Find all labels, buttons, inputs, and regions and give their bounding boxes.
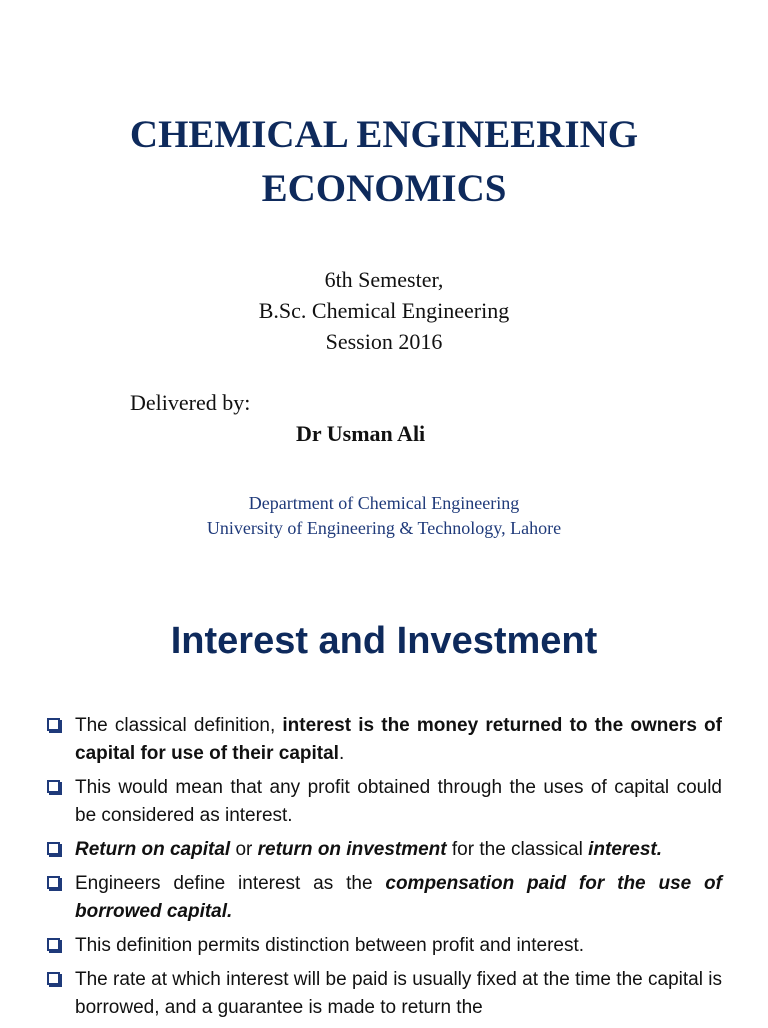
university-name: University of Engineering & Technology, Lahore: [206, 518, 562, 538]
hollow-square-bullet-icon: [47, 938, 60, 951]
slide-title: Interest and Investment: [170, 620, 598, 662]
course-title-line2: ECONOMICS: [261, 167, 507, 210]
delivered-by-label: Delivered by:: [130, 390, 251, 415]
list-item: This would mean that any profit obtained through the uses of capital could be considered as interest.: [46, 774, 722, 830]
list-item: The classical definition, interest is the money returned to the owners of capital for use of their capital.: [46, 712, 722, 768]
hollow-square-bullet-icon: [47, 972, 60, 985]
semester-text: 6th Semester,: [324, 267, 444, 292]
bullet-list: [46, 712, 722, 1028]
content-slide: [0, 590, 768, 1024]
hollow-square-bullet-icon: [47, 718, 60, 731]
list-item: The rate at which interest will be paid is usually fixed at the time the capital is borrowed, and a guarantee is made to return the: [46, 966, 722, 1022]
list-item: Engineers define interest as the compensation paid for the use of borrowed capital.: [46, 870, 722, 926]
list-item: Return on capital or return on investment for the classical interest.: [46, 836, 722, 864]
hollow-square-bullet-icon: [47, 842, 60, 855]
program-text: B.Sc. Chemical Engineering: [258, 298, 510, 323]
author-name: Dr Usman Ali: [296, 421, 426, 446]
course-title-line1: CHEMICAL ENGINEERING: [129, 113, 639, 156]
department-name: Department of Chemical Engineering: [248, 493, 520, 513]
hollow-square-bullet-icon: [47, 780, 60, 793]
course-title: [0, 108, 768, 216]
hollow-square-bullet-icon: [47, 876, 60, 889]
session-text: Session 2016: [325, 329, 443, 354]
list-item: This definition permits distinction between profit and interest.: [46, 932, 722, 960]
